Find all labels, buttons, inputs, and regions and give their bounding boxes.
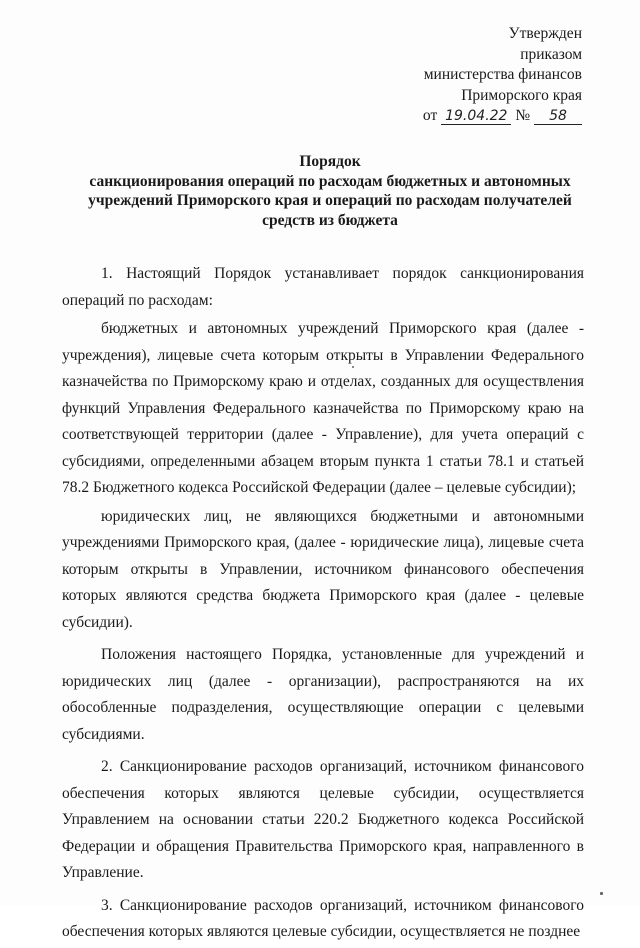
number-prefix: № bbox=[515, 107, 531, 124]
title-line-4: средств из бюджета bbox=[262, 211, 398, 229]
title-line-3: учреждений Приморского края и операций по расходам получателей bbox=[88, 192, 572, 209]
approval-date-number-line bbox=[423, 106, 582, 127]
paragraph-4: Положения настоящего Порядка, установленные для учреждений и юридических лиц (далее - организации), распространяются на их обособленные подразделения, осуществляющие операции с целевыми субсидиями. bbox=[62, 646, 584, 743]
paragraph-3: юридических лиц, не являющихся бюджетными и автономными учреждениями Приморского края, (далее - юридические лица), лицевые счета которым открыты в Управлении, источником финансового обеспечения которых являются средства бюджета Приморского края (далее - целевые субсидии). bbox=[62, 507, 584, 631]
approval-line-order: приказом bbox=[520, 45, 582, 63]
paragraph-2: бюджетных и автономных учреждений Приморского края (далее - учреждения), лицевые счета которым открыты в Управлении Федерального казначейства по Приморскому краю и отделах, созданных для осуществления функций Управления Федерального казначейства по Приморскому краю на соответствующей территории (далее - Управление), для учета операций с субсидиями, определенными абзацем вторым пункта 1 статьи 78.1 и статьей 78.2 Бюджетного кодекса Российской Федерации (далее – целевые субсидии); bbox=[62, 320, 584, 496]
title-line-2: санкционирования операций по расходам бюджетных и автономных bbox=[89, 172, 571, 190]
handwritten-number: 58 bbox=[534, 108, 582, 125]
paragraph-5: 2. Санкционирование расходов организаций, источником финансового обеспечения которых являются целевые субсидии, осуществляется Управлением на основании статьи 220.2 Бюджетного кодекса Российской Федерации и обращения Правительства Приморского края, направленного в Управление. bbox=[62, 758, 584, 881]
scan-speck bbox=[352, 366, 354, 368]
approval-line-region: Приморского края bbox=[461, 86, 582, 104]
date-prefix: от bbox=[422, 107, 438, 124]
paragraph-6: 3. Санкционирование расходов организаций, источником финансового обеспечения которых являются целевые субсидии, осуществляется не позднее bbox=[62, 896, 584, 940]
title-line-1: Порядок bbox=[299, 153, 361, 170]
document-title bbox=[70, 152, 590, 230]
approval-line-ministry: министерства финансов bbox=[423, 66, 582, 83]
scan-speck bbox=[600, 892, 603, 895]
approval-line-approved: Утвержден bbox=[508, 25, 582, 42]
handwritten-date: 19.04.22 bbox=[441, 108, 511, 125]
approval-stamp bbox=[423, 24, 582, 127]
paragraph-1: 1. Настоящий Порядок устанавливает порядок санкционирования операций по расходам: bbox=[62, 265, 584, 309]
document-body bbox=[62, 261, 584, 948]
